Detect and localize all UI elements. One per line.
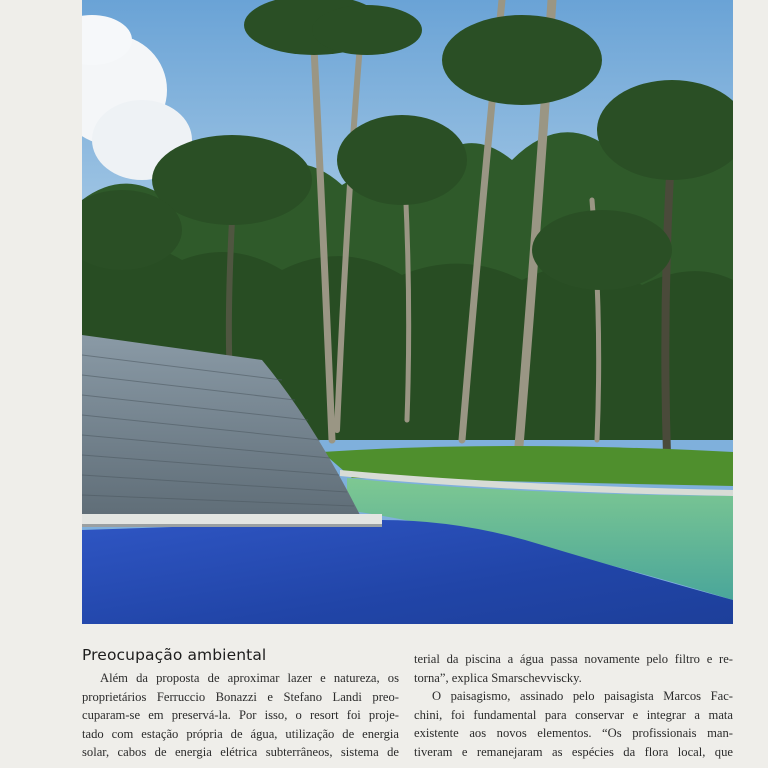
article-column-left [82,669,399,762]
paragraph-line: chini, foi fundamental para conservar e integrar a mata [414,707,733,722]
resort-pool-photo [82,0,733,624]
paragraph-line: terial da piscina a água passa novamente pelo filtro e re- [414,652,733,666]
paragraph-line: tiveram e remanejaram as espécies da flora local, que [414,744,733,759]
palm-trees-pool-image [82,0,733,624]
paragraph-line: tado com estação própria de água, utilização de energia [82,726,399,741]
paragraph-line: existente aos novos elementos. “Os profissionais man- [414,726,733,741]
paragraph-line: proprietários Ferruccio Bonazzi e Stefano Landi preo- [82,689,399,704]
paragraph-line: torna”, explica Smarschevviscky. [414,670,582,685]
article-column-right [414,650,733,762]
section-heading: Preocupação ambiental [82,646,267,664]
paragraph-line: cuparam-se em preservá-la. Por isso, o resort foi proje- [82,708,399,723]
paragraph-line: solar, cabos de energia elétrica subterrâneos, sistema de [82,745,399,760]
paragraph-line: O paisagismo, assinado pelo paisagista Marcos Fac- [432,689,733,704]
paragraph-line: Além da proposta de aproximar lazer e natureza, os [100,671,399,685]
